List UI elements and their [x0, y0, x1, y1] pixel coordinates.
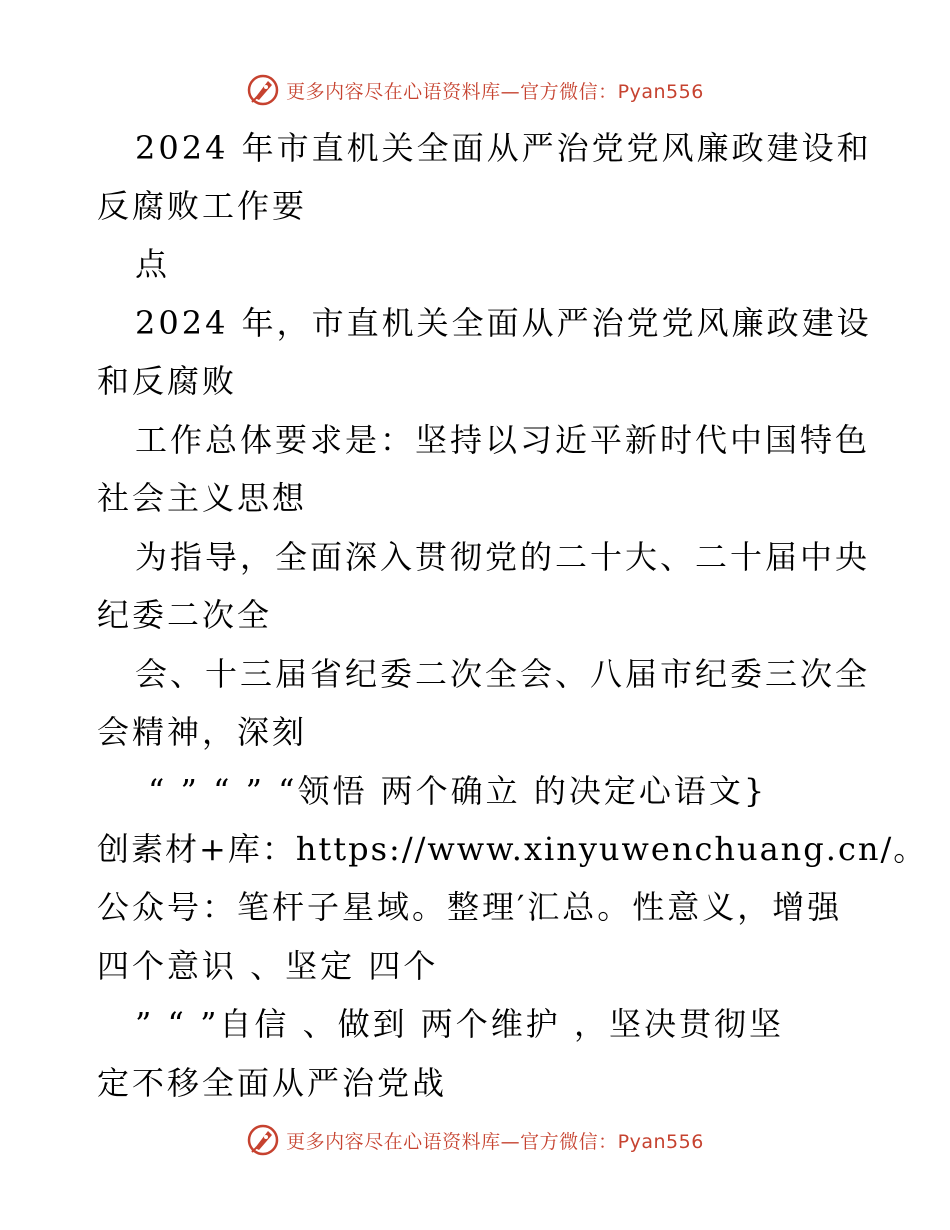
document-line: 社会主义思想 — [97, 479, 308, 517]
document-line: 会精神，深刻 — [97, 713, 308, 751]
document-line: 会、十三届省纪委二次全会、八届市纪委三次全 — [135, 655, 871, 693]
document-line: 2024 年，市直机关全面从严治党党风廉政建设 — [135, 304, 872, 342]
document-line: 工作总体要求是：坚持以习近平新时代中国特色 — [135, 421, 871, 459]
footer-banner — [0, 1120, 950, 1160]
document-line: 为指导，全面深入贯彻党的二十大、二十届中央 — [135, 538, 871, 576]
document-line: 四个意识 、坚定 四个 — [97, 947, 439, 985]
pen-nib-logo-icon — [246, 1123, 280, 1157]
document-line: 反腐败工作要 — [97, 187, 308, 225]
document-line: 定不移全面从严治党战 — [97, 1064, 448, 1102]
document-line: 创素材+库：https://www.xinyuwenchuang.cn/。 — [97, 830, 928, 868]
document-line: 点 — [135, 245, 171, 283]
footer-banner-text: 更多内容尽在心语资料库—官方微信：Pyan556 — [286, 1130, 704, 1153]
document-line: 和反腐败 — [97, 362, 238, 400]
document-line: ” “ ”自信 、做到 两个维护 ，坚决贯彻坚 — [135, 1005, 784, 1043]
header-banner-text: 更多内容尽在心语资料库—官方微信：Pyan556 — [286, 80, 704, 103]
document-line: 公众号：笔杆子星域。整理′汇总。性意义，增强 — [97, 888, 843, 926]
document-line: 纪委二次全 — [97, 596, 273, 634]
document-line: 2024 年市直机关全面从严治党党风廉政建设和 — [135, 129, 872, 167]
header-banner — [0, 70, 950, 110]
document-line: “ ” “ ” “领悟 两个确立 的决定心语文} — [148, 772, 768, 810]
pen-nib-logo-icon — [246, 73, 280, 107]
